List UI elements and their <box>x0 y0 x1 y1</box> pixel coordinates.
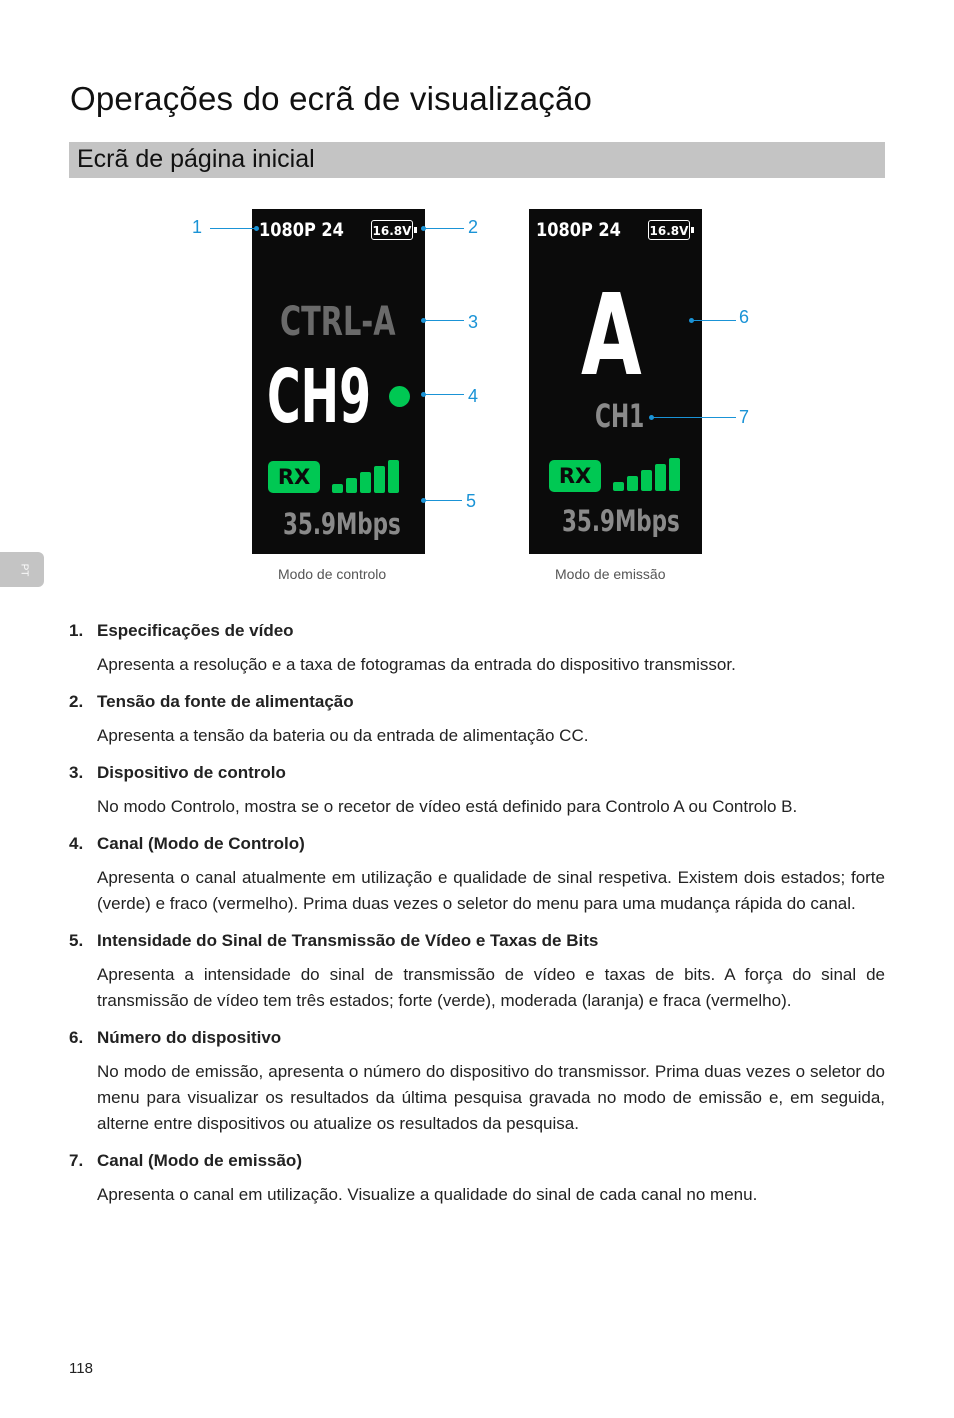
signal-bar-3 <box>360 472 371 493</box>
item-title: Especificações de vídeo <box>97 621 294 640</box>
control-resolution: 1080P 24 <box>259 219 344 241</box>
control-channel: CH9 <box>267 354 371 440</box>
item-number: 6. <box>69 1028 84 1047</box>
control-mode-caption: Modo de controlo <box>278 566 387 582</box>
callout-4-line <box>424 394 464 395</box>
callout-6: 6 <box>739 307 750 327</box>
signal-bar-4 <box>655 464 666 491</box>
transmit-channel: CH1 <box>595 397 645 435</box>
item-description: Apresenta a intensidade do sinal de transmissão de vídeo e taxas de bits. A força do sinal de transmissão de vídeo tem três estados; forte (verde), moderada (laranja) e fraca (vermelho). <box>97 965 885 1010</box>
item-description: Apresenta o canal atualmente em utilização e qualidade de sinal respetiva. Existem dois estados; forte (verde) e fraco (vermelho). Prima duas vezes o seletor do menu para uma mudança rápida do canal. <box>97 868 885 913</box>
item-number: 7. <box>69 1151 84 1170</box>
callout-5-line <box>424 500 462 501</box>
transmit-device-number: A <box>581 271 642 401</box>
callout-1-line <box>210 228 256 229</box>
item-description: Apresenta a tensão da bateria ou da entrada de alimentação CC. <box>97 726 589 745</box>
control-mode-screen <box>252 209 425 554</box>
item-title: Número do dispositivo <box>97 1028 282 1047</box>
callout-6-dot <box>689 318 694 323</box>
transmit-resolution: 1080P 24 <box>536 219 621 241</box>
description-list <box>69 620 885 1221</box>
item-title: Intensidade do Sinal de Transmissão de Vídeo e Taxas de Bits <box>97 931 599 950</box>
item-title: Canal (Modo de Controlo) <box>97 834 305 853</box>
item-number: 2. <box>69 692 84 711</box>
signal-bar-1 <box>613 482 624 491</box>
callout-7-dot <box>649 415 654 420</box>
item-description: No modo de emissão, apresenta o número do dispositivo do transmissor. Prima duas vezes o seletor do menu para visualizar os resultados da última pesquisa gravada no modo de emissão e, em seguida, alterne entre dispositivos ou atualize os resultados da pesquisa. <box>97 1062 885 1133</box>
list-item <box>69 1150 885 1208</box>
callout-5: 5 <box>466 491 477 511</box>
callout-6-line <box>692 320 736 321</box>
callout-4: 4 <box>468 386 479 406</box>
section-header <box>69 142 885 178</box>
callout-1: 1 <box>192 217 203 237</box>
list-item <box>69 1027 885 1137</box>
callout-2-line <box>424 228 464 229</box>
list-item <box>69 691 885 749</box>
item-title: Canal (Modo de emissão) <box>97 1151 302 1170</box>
callout-1-dot <box>254 226 259 231</box>
transmit-battery-voltage: 16.8V <box>648 220 690 240</box>
signal-bar-5 <box>388 460 399 493</box>
callout-2-dot <box>421 226 426 231</box>
rx-badge: RX <box>268 461 320 493</box>
callout-3-dot <box>421 318 426 323</box>
transmit-bitrate: 35.9Mbps <box>562 504 680 538</box>
channel-status-dot <box>389 386 410 407</box>
control-bitrate: 35.9Mbps <box>283 507 401 541</box>
item-description: Apresenta o canal em utilização. Visualize a qualidade do sinal de cada canal no menu. <box>97 1185 758 1204</box>
signal-bar-2 <box>627 476 638 491</box>
signal-bar-1 <box>332 484 343 493</box>
callout-3-line <box>424 320 464 321</box>
item-number: 1. <box>69 621 84 640</box>
signal-bar-5 <box>669 458 680 491</box>
item-description: No modo Controlo, mostra se o recetor de vídeo está definido para Controlo A ou Controlo B. <box>97 797 798 816</box>
list-item <box>69 930 885 1014</box>
callout-4-dot <box>421 392 426 397</box>
transmit-mode-caption: Modo de emissão <box>555 566 666 582</box>
transmit-mode-screen <box>529 209 702 554</box>
language-tab-label: PT <box>18 563 30 577</box>
item-number: 4. <box>69 834 84 853</box>
item-number: 3. <box>69 763 84 782</box>
list-item <box>69 762 885 820</box>
item-description: Apresenta a resolução e a taxa de fotogramas da entrada do dispositivo transmissor. <box>97 655 736 674</box>
callout-3: 3 <box>468 312 479 332</box>
rx-badge: RX <box>549 460 601 492</box>
callout-2: 2 <box>468 217 479 237</box>
control-battery-voltage: 16.8V <box>371 220 413 240</box>
page-number: 118 <box>69 1360 93 1377</box>
callout-7: 7 <box>739 407 750 427</box>
callout-7-line <box>652 417 736 418</box>
item-number: 5. <box>69 931 84 950</box>
language-tab <box>0 552 44 587</box>
item-title: Tensão da fonte de alimentação <box>97 692 354 711</box>
section-title: Ecrã de página inicial <box>77 145 315 173</box>
callout-5-dot <box>421 498 426 503</box>
list-item <box>69 833 885 917</box>
signal-bar-3 <box>641 470 652 491</box>
page-title: Operações do ecrã de visualização <box>70 80 593 117</box>
signal-bar-2 <box>346 478 357 493</box>
signal-bar-4 <box>374 466 385 493</box>
list-item <box>69 620 885 678</box>
control-device-label: CTRL-A <box>280 299 396 345</box>
item-title: Dispositivo de controlo <box>97 763 286 782</box>
